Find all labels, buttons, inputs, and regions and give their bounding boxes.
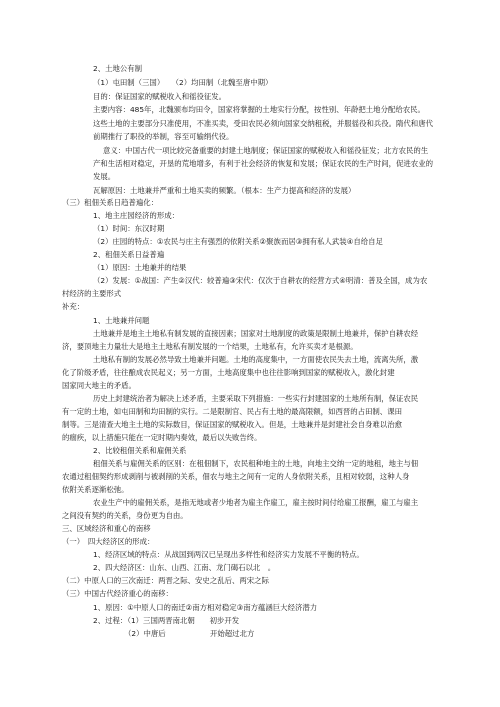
list-item: 1、经济区域的特点：从战国到两汉已呈现出多样性和经济实力发展不平衡的特点。: [93, 550, 364, 559]
label-supplement: 补充：: [62, 302, 85, 311]
list-item: （2）中唐后 开始超过北方: [124, 629, 255, 638]
heading-land-public-ownership: 2、土地公有制: [93, 64, 143, 73]
paragraph-line: 农业生产中的雇佣关系，是指无地或者少地者为雇主作雇工，雇主按时间付给雇工报酬，雇工与雇主: [93, 498, 419, 507]
list-item: （1）原因：土地兼并的结果: [93, 263, 187, 272]
paragraph-line: 的痼疾，以上措施只能在一定时期内奏效，最后以失败告终。: [62, 433, 262, 442]
paragraph-line: 有一定的土地，如屯田制和均田制的实行。二是限制官、民占有土地的最高限额，如西晋的占田制、课田: [62, 407, 402, 416]
paragraph-line: 制等。三是清查大地主土地的实际数目，保证国家的赋税收入。但是，土地兼并是封建社会自身难以治愈: [62, 420, 402, 429]
paragraph-line: 国家同大地主的矛盾。: [62, 381, 136, 390]
paragraph-line: 产和生活相对稳定，开垦的荒地增多，有利于社会经济的恢复和发展；保证农民的生产时间，促进农业的: [93, 159, 433, 168]
paragraph-line: 土地兼并是地主土地私有制发展的直接因素；国家对土地制度的政策是限制土地兼并，保护自耕农经: [93, 329, 419, 338]
paragraph-line: 土地私有制的发展必然导致土地兼并问题。土地的高度集中，一方面使农民失去土地，流离失所，激: [93, 355, 419, 364]
paragraph-line: 主要内容：485年，北魏颁布均田令，国家将掌握的土地实行分配，按性别、年龄把土地分配给农民。: [93, 105, 425, 114]
paragraph-line: 化了阶级矛盾，往往酿成农民起义；另一方面，土地高度集中也往往影响到国家的赋税收入，激化封建: [62, 368, 395, 377]
text-line: 目的：保证国家的赋税收入和徭役征发。: [93, 92, 227, 101]
list-item: （2）庄园的特点：①农民与庄主有强烈的依附关系②聚族而居③拥有私人武装④自给自足: [93, 237, 383, 246]
subheading: 2、租佃关系日益普遍: [93, 250, 165, 259]
paragraph-line: 租佃关系与雇佣关系的区别：在租佃制下，农民租种地主的土地，向地主交纳一定的地租，地主与佃: [93, 459, 419, 468]
paragraph-line: 农通过租佃契约形成剥削与被剥削的关系，佃农与地主之间有一定的人身依附关系，且相对较弱，这种人身: [62, 472, 410, 481]
paragraph-line: 济，要顶地主力量壮大是地主土地私有制发展的一个结果，土地私有，允许买卖才是根源。: [62, 342, 358, 351]
paragraph-line: 前期推行了职役的举制，容至可输绢代役。: [93, 132, 234, 141]
list-item-continued: 村经济的主要形式: [62, 289, 122, 298]
text-line: 瓦解原因：土地兼并严重和土地买卖的频繁。（根本：生产力提高和经济的发展）: [93, 186, 356, 195]
subheading: 1、地主庄园经济的形成：: [93, 211, 180, 220]
paragraph-line: 依附关系逐渐松弛。: [62, 485, 129, 494]
list-item-systems: （1）屯田制（三国） （2）均田制（北魏至唐中期）: [93, 78, 273, 87]
paragraph-line: 发展。: [93, 172, 116, 181]
subheading: 1、土地兼并问题: [93, 316, 150, 325]
paragraph-line: 之间没有契约的关系，身份更为自由。: [62, 511, 188, 520]
paragraph-line: 这些土地的主要部分只准使用，不准买卖，受田农民必须向国家交纳租税，并服徭役和兵役。隋代和唐代: [93, 119, 433, 128]
paragraph-line: 意义：中国古代一项比较完备重要的封建土地制度；保证国家的赋税收入和徭役征发；北方农民的生: [103, 146, 429, 155]
section-heading: 三、区域经济和重心的南移: [62, 524, 151, 533]
list-item: 1、原因：①中原人口的南迁②南方相对稳定③南方蕴涵巨大经济潜力: [93, 603, 318, 612]
subheading: 2、比较租佃关系和雇佣关系: [93, 446, 187, 455]
subheading: （三）中国古代经济重心的南移：: [62, 589, 173, 598]
list-item: 2、四大经济区：山东、山西、江南、龙门碣石以北 。: [93, 563, 276, 572]
list-item: （1）时间：东汉时期: [93, 224, 165, 233]
list-item: 2、过程：（1）三国两晋南北朝 初步开发: [93, 616, 240, 625]
subheading: （二）中原人口的三次南迁：两晋之际、安史之乱后、两宋之际: [62, 576, 269, 585]
paragraph-line: 历史上封建统治者为解决上述矛盾，主要采取下列措施：一些实行封建国家的土地所有制，保证农民: [93, 394, 419, 403]
list-item: （2）发展：①战国：产生②汉代：较普遍③宋代：仅次于自耕农的经营方式④明清：普及全国，成为农: [93, 276, 428, 285]
subheading: （一） 四大经济区的形成：: [62, 537, 155, 546]
section-heading: （三）租佃关系日趋普遍化：: [62, 198, 159, 207]
